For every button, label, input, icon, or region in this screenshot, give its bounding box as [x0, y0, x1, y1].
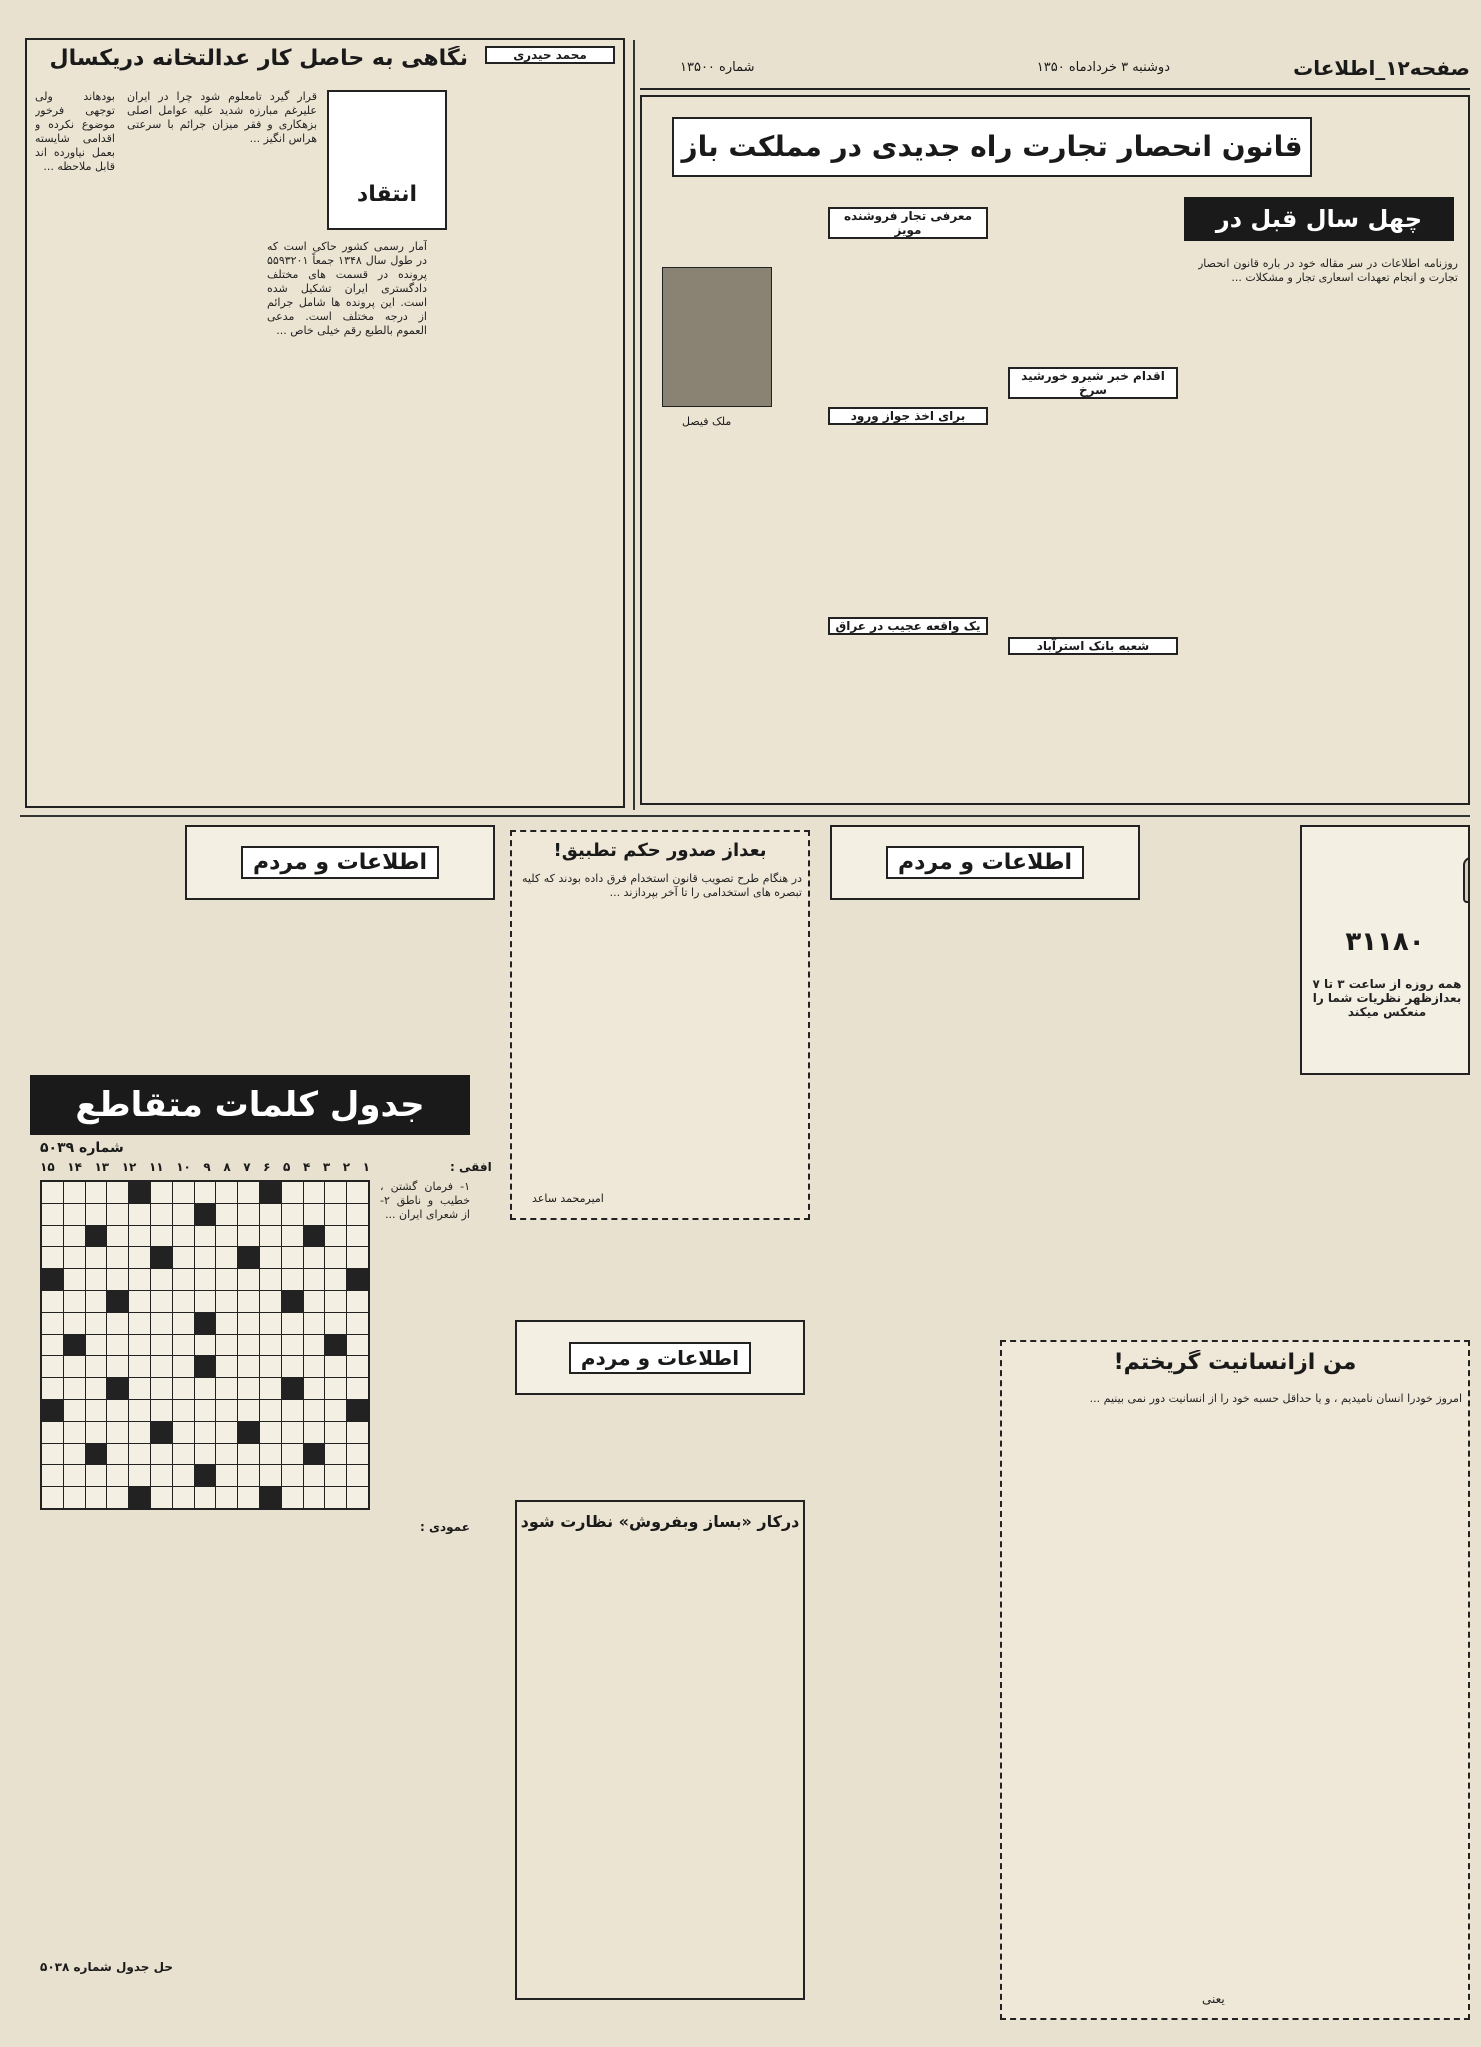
grid-cell — [325, 1422, 346, 1443]
grid-cell — [64, 1356, 85, 1377]
vertical-divider — [633, 40, 635, 810]
ad-banner — [515, 1320, 805, 1395]
grid-cell — [304, 1313, 325, 1334]
grid-cell — [216, 1226, 237, 1247]
grid-cell — [260, 1400, 281, 1421]
grid-cell — [173, 1313, 194, 1334]
grid-cell — [173, 1291, 194, 1312]
grid-cell — [325, 1182, 346, 1203]
grid-cell — [282, 1204, 303, 1225]
grid-cell — [304, 1335, 325, 1356]
grid-cell — [42, 1269, 63, 1290]
left-article — [25, 38, 625, 808]
main-body: روزنامه اطلاعات در سر مقاله خود در باره قانون انحصار تجارت و انجام تعهدات اسعاری تجار و مشکلات ... — [1198, 257, 1458, 284]
masthead — [640, 50, 1470, 90]
grid-cell — [151, 1182, 172, 1203]
grid-cell — [347, 1291, 368, 1312]
grid-cell — [304, 1487, 325, 1508]
grid-cell — [42, 1226, 63, 1247]
vertical-label: عمودی : — [420, 1520, 470, 1534]
grid-cell — [86, 1226, 107, 1247]
grid-cell — [238, 1356, 259, 1377]
right-body: امروز خودرا انسان نامیدیم ، و یا حداقل حسبه خود را از انسانیت دور نمی بینیم ... — [1089, 1392, 1462, 1405]
grid-cell — [107, 1204, 128, 1225]
badge-box — [327, 90, 447, 230]
grid-number: ۱۱ — [148, 1160, 164, 1174]
grid-cell — [347, 1422, 368, 1443]
grid-cell — [42, 1400, 63, 1421]
grid-cell — [216, 1400, 237, 1421]
grid-cell — [64, 1269, 85, 1290]
grid-cell — [325, 1400, 346, 1421]
grid-cell — [86, 1291, 107, 1312]
grid-cell — [282, 1182, 303, 1203]
grid-cell — [42, 1465, 63, 1486]
grid-cell — [238, 1204, 259, 1225]
grid-cell — [129, 1378, 150, 1399]
grid-cell — [173, 1465, 194, 1486]
grid-cell — [304, 1378, 325, 1399]
crossword-number: شماره ۵۰۳۹ — [40, 1140, 124, 1156]
horizontal-divider — [20, 815, 1470, 817]
grid-cell — [325, 1291, 346, 1312]
grid-cell — [260, 1204, 281, 1225]
grid-number: ۲ — [342, 1160, 351, 1174]
grid-cell — [107, 1335, 128, 1356]
grid-cell — [238, 1400, 259, 1421]
grid-cell — [107, 1313, 128, 1334]
grid-cell — [282, 1400, 303, 1421]
grid-cell — [238, 1422, 259, 1443]
grid-cell — [129, 1269, 150, 1290]
grid-cell — [325, 1487, 346, 1508]
grid-cell — [129, 1400, 150, 1421]
grid-number: ۱۵ — [40, 1160, 55, 1174]
grid-cell — [260, 1356, 281, 1377]
grid-cell — [238, 1291, 259, 1312]
grid-cell — [42, 1487, 63, 1508]
grid-cell — [216, 1269, 237, 1290]
grid-cell — [304, 1182, 325, 1203]
grid-cell — [86, 1247, 107, 1268]
grid-cell — [129, 1313, 150, 1334]
grid-cell — [282, 1487, 303, 1508]
grid-cell — [325, 1204, 346, 1225]
grid-cell — [64, 1444, 85, 1465]
subheading: شعبه بانک استرآباد — [1008, 637, 1178, 655]
box-title: بعداز صدور حکم تطبیق! — [553, 840, 767, 861]
grid-cell — [238, 1378, 259, 1399]
grid-cell — [42, 1378, 63, 1399]
right-signature: یعنی — [1202, 1992, 1225, 2006]
grid-cell — [151, 1422, 172, 1443]
main-title: قانون انحصار تجارت راه جدیدی در مملکت باز — [672, 117, 1312, 177]
grid-cell — [260, 1335, 281, 1356]
grid-cell — [151, 1378, 172, 1399]
grid-cell — [64, 1400, 85, 1421]
grid-cell — [216, 1247, 237, 1268]
grid-cell — [86, 1378, 107, 1399]
grid-cell — [325, 1444, 346, 1465]
grid-cell — [282, 1313, 303, 1334]
grid-cell — [195, 1291, 216, 1312]
grid-cell — [347, 1335, 368, 1356]
grid-cell — [238, 1313, 259, 1334]
article-col: قرار گیرد تامعلوم شود چرا در ایران علیرغم مبارزه شدید علیه عوامل اصلی بزهکاری و فقر میزان جرائم با سرعتی هراس انگیز ... — [127, 90, 317, 145]
subheading: معرفی تجار فروشنده مویز — [828, 207, 988, 239]
grid-cell — [216, 1182, 237, 1203]
grid-cell — [195, 1247, 216, 1268]
grid-cell — [195, 1444, 216, 1465]
main-article — [640, 95, 1470, 805]
grid-cell — [260, 1378, 281, 1399]
grid-cell — [86, 1204, 107, 1225]
grid-cell — [304, 1400, 325, 1421]
grid-cell — [347, 1378, 368, 1399]
ad-banner — [185, 825, 495, 900]
grid-cell — [216, 1204, 237, 1225]
grid-cell — [129, 1291, 150, 1312]
grid-cell — [129, 1444, 150, 1465]
box-body: در هنگام طرح تصویب قانون استخدام فرق داده بودند که کلیه تبصره های استخدامی را تا آخر بپردازند ... — [522, 872, 802, 899]
grid-cell — [86, 1422, 107, 1443]
grid-cell — [129, 1335, 150, 1356]
grid-cell — [173, 1204, 194, 1225]
grid-cell — [86, 1487, 107, 1508]
ad-logo: اطلاعات و مردم — [569, 1342, 751, 1374]
grid-cell — [195, 1465, 216, 1486]
grid-cell — [282, 1291, 303, 1312]
grid-number: ۱۳ — [94, 1160, 110, 1174]
grid-cell — [216, 1487, 237, 1508]
grid-cell — [238, 1465, 259, 1486]
grid-cell — [282, 1422, 303, 1443]
grid-cell — [173, 1422, 194, 1443]
grid-number: ۹ — [203, 1160, 211, 1174]
ad-logo: اطلاعات و مردم — [886, 846, 1084, 879]
phone-tagline: همه روزه از ساعت ۳ تا ۷ بعدازظهر نظریات شما را منعکس میکند — [1308, 977, 1462, 1019]
ad-logo: اطلاعات و مردم — [241, 846, 439, 879]
grid-cell — [151, 1313, 172, 1334]
grid-cell — [282, 1247, 303, 1268]
issue: شماره ۱۳۵۰۰ — [680, 60, 755, 75]
grid-cell — [151, 1444, 172, 1465]
grid-cell — [325, 1226, 346, 1247]
grid-cell — [304, 1444, 325, 1465]
grid-cell — [107, 1378, 128, 1399]
grid-cell — [173, 1378, 194, 1399]
grid-cell — [151, 1204, 172, 1225]
right-title: من ازانسانیت گریختم! — [1113, 1350, 1357, 1375]
grid-cell — [347, 1247, 368, 1268]
grid-cell — [260, 1182, 281, 1203]
grid-number: ۸ — [223, 1160, 231, 1174]
grid-cell — [304, 1465, 325, 1486]
subheading: برای اخذ جواز ورود — [828, 407, 988, 425]
grid-cell — [216, 1422, 237, 1443]
grid-cell — [325, 1465, 346, 1486]
grid-cell — [238, 1247, 259, 1268]
grid-cell — [347, 1269, 368, 1290]
grid-cell — [86, 1182, 107, 1203]
grid-cell — [347, 1182, 368, 1203]
grid-cell — [64, 1422, 85, 1443]
grid-cell — [173, 1335, 194, 1356]
grid-cell — [107, 1269, 128, 1290]
grid-cell — [304, 1226, 325, 1247]
grid-cell — [195, 1378, 216, 1399]
grid-cell — [173, 1182, 194, 1203]
grid-cell — [260, 1291, 281, 1312]
grid-cell — [260, 1226, 281, 1247]
grid-cell — [64, 1335, 85, 1356]
grid-cell — [64, 1247, 85, 1268]
grid-cell — [129, 1487, 150, 1508]
grid-cell — [107, 1400, 128, 1421]
grid-cell — [304, 1269, 325, 1290]
grid-cell — [347, 1465, 368, 1486]
grid-number: ۳ — [322, 1160, 331, 1174]
grid-cell — [216, 1291, 237, 1312]
grid-cell — [282, 1356, 303, 1377]
grid-number: ۵ — [283, 1160, 291, 1174]
grid-cell — [42, 1291, 63, 1312]
grid-cell — [347, 1400, 368, 1421]
grid-cell — [129, 1204, 150, 1225]
grid-cell — [86, 1465, 107, 1486]
grid-cell — [64, 1313, 85, 1334]
grid-number: ۱۴ — [67, 1160, 82, 1174]
grid-cell — [42, 1444, 63, 1465]
crossword-title: جدول کلمات متقاطع — [30, 1075, 470, 1135]
grid-cell — [347, 1444, 368, 1465]
grid-cell — [260, 1247, 281, 1268]
grid-cell — [347, 1356, 368, 1377]
grid-cell — [107, 1422, 128, 1443]
grid-cell — [216, 1313, 237, 1334]
box-signature: امیرمحمد ساعد — [532, 1192, 604, 1205]
crossword-numbers — [40, 1160, 370, 1174]
grid-cell — [282, 1465, 303, 1486]
grid-cell — [282, 1269, 303, 1290]
grid-cell — [260, 1269, 281, 1290]
grid-cell — [238, 1226, 259, 1247]
grid-cell — [173, 1400, 194, 1421]
grid-cell — [347, 1487, 368, 1508]
grid-cell — [325, 1313, 346, 1334]
grid-cell — [173, 1269, 194, 1290]
author-box: محمد حیدری — [485, 46, 615, 64]
phone-icon — [1463, 857, 1470, 903]
crossword-solution: حل جدول شماره ۵۰۳۸ — [40, 1960, 173, 1974]
grid-cell — [325, 1247, 346, 1268]
grid-cell — [42, 1335, 63, 1356]
grid-cell — [325, 1335, 346, 1356]
grid-number: ۷ — [243, 1160, 251, 1174]
article-col: آمار رسمی کشور حاکی است که در طول سال ۱۳۴۸ جمعاً ۵۵۹۳۲۰۱ پرونده در قسمت های مختلف دادگستری ایران تشکیل شده است. این پرونده ها شامل جرائم از درجه مختلف است. مدعی العموم بالطبع رقم خیلی خاص ... — [267, 240, 427, 337]
grid-cell — [304, 1356, 325, 1377]
grid-number: ۶ — [263, 1160, 271, 1174]
grid-cell — [86, 1335, 107, 1356]
grid-cell — [325, 1269, 346, 1290]
grid-cell — [304, 1422, 325, 1443]
grid-cell — [64, 1291, 85, 1312]
grid-cell — [151, 1356, 172, 1377]
grid-cell — [107, 1247, 128, 1268]
grid-cell — [195, 1226, 216, 1247]
grid-number: ۴ — [302, 1160, 311, 1174]
grid-cell — [195, 1487, 216, 1508]
grid-cell — [64, 1487, 85, 1508]
grid-cell — [216, 1378, 237, 1399]
subheading: یک واقعه عجیب در عراق — [828, 617, 988, 635]
article-title: نگاهی به حاصل کار عدالتخانه دریکسال — [49, 46, 468, 71]
subheading: اقدام خبر شیرو خورشید سرخ — [1008, 367, 1178, 399]
portrait-photo — [662, 267, 772, 407]
grid-cell — [173, 1356, 194, 1377]
crossword-grid — [40, 1180, 370, 1510]
grid-cell — [347, 1204, 368, 1225]
grid-cell — [195, 1313, 216, 1334]
grid-cell — [195, 1356, 216, 1377]
grid-cell — [238, 1182, 259, 1203]
grid-cell — [216, 1444, 237, 1465]
grid-cell — [238, 1444, 259, 1465]
grid-cell — [347, 1226, 368, 1247]
grid-cell — [173, 1226, 194, 1247]
grid-cell — [86, 1400, 107, 1421]
grid-cell — [260, 1487, 281, 1508]
grid-cell — [107, 1356, 128, 1377]
photo-caption: ملک فیصل — [682, 415, 732, 428]
phone-number: ۳۱۱۸۰ — [1345, 927, 1425, 957]
grid-cell — [129, 1465, 150, 1486]
grid-cell — [173, 1247, 194, 1268]
grid-cell — [151, 1465, 172, 1486]
grid-cell — [42, 1247, 63, 1268]
grid-cell — [64, 1378, 85, 1399]
grid-cell — [86, 1313, 107, 1334]
grid-cell — [129, 1226, 150, 1247]
grid-cell — [64, 1226, 85, 1247]
grid-cell — [107, 1444, 128, 1465]
grid-cell — [195, 1269, 216, 1290]
grid-cell — [238, 1487, 259, 1508]
grid-cell — [216, 1335, 237, 1356]
grid-cell — [151, 1487, 172, 1508]
grid-cell — [42, 1313, 63, 1334]
badge-text: انتقاد — [356, 182, 418, 207]
grid-cell — [151, 1291, 172, 1312]
grid-cell — [129, 1182, 150, 1203]
date: دوشنبه ۳ خردادماه ۱۳۵۰ — [1036, 60, 1170, 75]
grid-cell — [173, 1487, 194, 1508]
grid-cell — [304, 1291, 325, 1312]
page-label: صفحه۱۲_اطلاعات — [1293, 56, 1470, 80]
grid-cell — [107, 1487, 128, 1508]
crossword-clues: ۱- فرمان گشتن ، خطیب و ناطق ۲- از شعرای ایران ... — [380, 1180, 470, 1221]
grid-cell — [195, 1335, 216, 1356]
grid-cell — [42, 1422, 63, 1443]
grid-cell — [107, 1226, 128, 1247]
grid-cell — [195, 1400, 216, 1421]
grid-cell — [216, 1465, 237, 1486]
ad-banner — [830, 825, 1140, 900]
grid-cell — [151, 1226, 172, 1247]
series-title: چهل سال قبل در — [1184, 197, 1454, 241]
phone-ad — [1300, 825, 1470, 1075]
grid-cell — [86, 1444, 107, 1465]
grid-cell — [216, 1356, 237, 1377]
grid-cell — [260, 1444, 281, 1465]
grid-cell — [195, 1182, 216, 1203]
grid-cell — [151, 1269, 172, 1290]
sub-title: درکار «بساز وبفروش» نظارت شود — [520, 1512, 800, 1531]
grid-cell — [260, 1313, 281, 1334]
grid-cell — [195, 1204, 216, 1225]
grid-cell — [151, 1400, 172, 1421]
grid-cell — [325, 1356, 346, 1377]
grid-cell — [151, 1247, 172, 1268]
grid-cell — [238, 1335, 259, 1356]
grid-cell — [260, 1465, 281, 1486]
grid-number: ۱ — [362, 1160, 370, 1174]
grid-cell — [347, 1313, 368, 1334]
sub-article — [515, 1500, 805, 2000]
grid-cell — [129, 1422, 150, 1443]
grid-cell — [282, 1226, 303, 1247]
grid-cell — [107, 1291, 128, 1312]
grid-cell — [64, 1465, 85, 1486]
grid-cell — [129, 1247, 150, 1268]
grid-cell — [42, 1182, 63, 1203]
grid-number: ۱۰ — [176, 1160, 191, 1174]
grid-number: ۱۲ — [121, 1160, 137, 1174]
grid-cell — [304, 1204, 325, 1225]
grid-cell — [173, 1444, 194, 1465]
article-col: بودهاند ولی توجهی فرخور موضوع نکرده و اقدامی شایسته بعمل نیاورده اند قابل ملاحظه ... — [35, 90, 115, 173]
grid-cell — [195, 1422, 216, 1443]
horizontal-label: افقی : — [450, 1160, 492, 1174]
grid-cell — [107, 1182, 128, 1203]
grid-cell — [238, 1269, 259, 1290]
right-article — [1000, 1340, 1470, 2020]
grid-cell — [151, 1335, 172, 1356]
grid-cell — [260, 1422, 281, 1443]
grid-cell — [304, 1247, 325, 1268]
grid-cell — [107, 1465, 128, 1486]
grid-cell — [86, 1356, 107, 1377]
grid-cell — [282, 1444, 303, 1465]
grid-cell — [282, 1335, 303, 1356]
grid-cell — [325, 1378, 346, 1399]
grid-cell — [282, 1378, 303, 1399]
grid-cell — [64, 1204, 85, 1225]
grid-cell — [86, 1269, 107, 1290]
middle-box — [510, 830, 810, 1220]
grid-cell — [42, 1204, 63, 1225]
grid-cell — [42, 1356, 63, 1377]
grid-cell — [64, 1182, 85, 1203]
grid-cell — [129, 1356, 150, 1377]
